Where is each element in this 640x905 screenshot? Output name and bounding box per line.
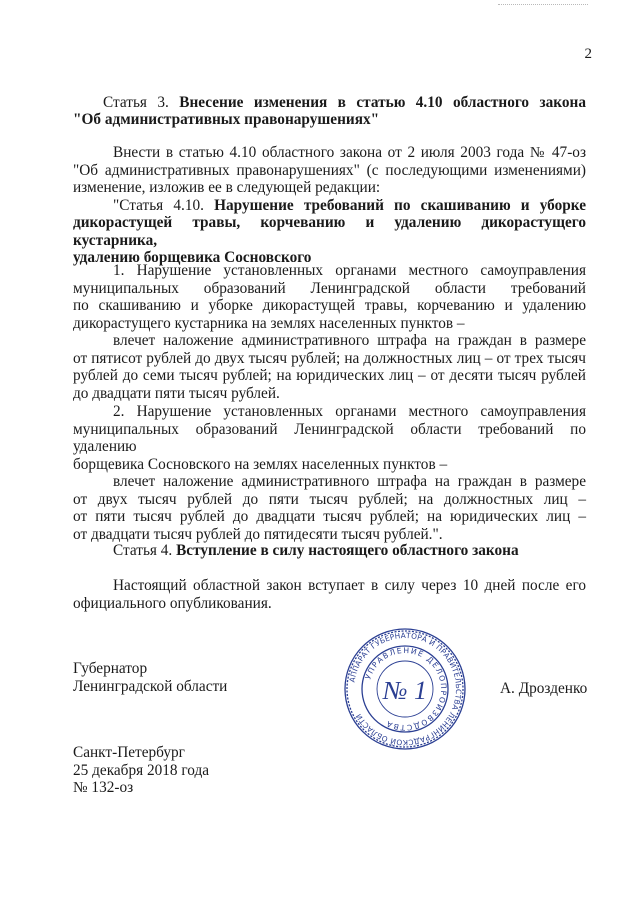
stamp-outer-text: АППАРАТ ГУБЕРНАТОРА И ПРАВИТЕЛЬСТВА ЛЕНИНГРАДСКОЙ ОБЛАСТИ [347,630,464,748]
signatory-name: А. Дрозденко [500,680,588,697]
paragraph-line: от пяти тысяч рублей до двадцати тысяч рублей; на юридических лиц – [73,508,586,525]
paragraph-line: 1. Нарушение установленных органами местного самоуправления [113,262,586,279]
article3-title-part1: Внесение изменения в статью 4.10 областного закона [179,94,586,111]
article4-body [73,577,586,612]
article3-heading-line1 [73,94,586,112]
signatory-role-line2: Ленинградской области [73,677,228,695]
signatory-role-line1: Губернатор [73,660,148,677]
signatory-role [73,660,227,695]
stamp-inner-text: УПРАВЛЕНИЕ ДЕЛОПРОИЗВОДСТВА [363,645,449,733]
stamp-number: № 1 [382,676,428,705]
paragraph-line: Настоящий областной закон вступает в силу через 10 дней после его [113,577,586,594]
paragraph-line: дикорастущего кустарника на землях населенных пунктов – [73,314,465,332]
intro-line: "Об административных правонарушениях" (с последующими изменениями) [73,161,586,179]
intro-line: Внести в статью 4.10 областного закона от 2 июля 2003 года № 47-оз [113,144,586,161]
paragraph-line: рублей до семи тысяч рублей; на юридических лиц – от десяти тысяч рублей [73,367,586,384]
paragraph-line: от двадцати тысяч рублей до пятидесяти тысяч рублей.". [73,525,443,543]
footer-number: № 132-оз [73,779,134,796]
paragraph-line: официального опубликования. [73,594,272,612]
office-stamp [343,627,467,751]
scan-artifact [498,4,588,6]
paragraph-line: 2. Нарушение установленных органами местного самоуправления [113,403,586,420]
paragraph-line: от пятисот рублей до двух тысяч рублей; на должностных лиц – от трех тысяч [73,349,586,367]
quote-title-part2: дикорастущей травы, корчеванию и удалению дикорастущего кустарника, [73,214,586,249]
page-number: 2 [584,46,592,62]
paragraph-line: от двух тысяч рублей до пяти тысяч рублей; на должностных лиц – [73,490,586,508]
paragraph-line: влечет наложение административного штрафа на граждан в размере [113,473,586,490]
article3-title-part2: "Об административных правонарушениях" [73,111,380,128]
paragraph-line: по скашиванию и уборке дикорастущей травы, корчеванию и удалению [73,297,586,314]
paragraph-line: борщевика Сосновского на землях населенных пунктов – [73,455,448,473]
paragraph-line: до двадцати пяти тысяч рублей. [73,384,280,402]
article3-intro [73,144,586,267]
paragraph-2 [73,403,586,543]
quote-heading-line1 [73,197,586,215]
paragraph-line: муниципальных образований Ленинградской области требований по удалению [73,420,586,455]
article4-heading [113,542,519,560]
quote-prefix: "Статья 4.10. [113,196,204,214]
paragraph-line: влечет наложение административного штрафа на граждан в размере [113,332,586,349]
intro-line: изменение, изложив ее в следующей редакции: [73,179,381,196]
paragraph-line: муниципальных образований Ленинградской области требований [73,279,586,297]
quote-title-part1: Нарушение требований по скашиванию и уборке [214,196,586,214]
article4-title: Вступление в силу настоящего областного закона [176,542,519,559]
quote-title-part3: удалению борщевика Сосновского [73,249,312,266]
footer-date: 25 декабря 2018 года [73,761,210,779]
paragraph-1 [73,262,586,402]
article3-prefix: Статья 3. [103,94,169,111]
article4-prefix: Статья 4. [113,542,173,559]
document-footer [73,744,209,797]
footer-city: Санкт-Петербург [73,744,185,761]
